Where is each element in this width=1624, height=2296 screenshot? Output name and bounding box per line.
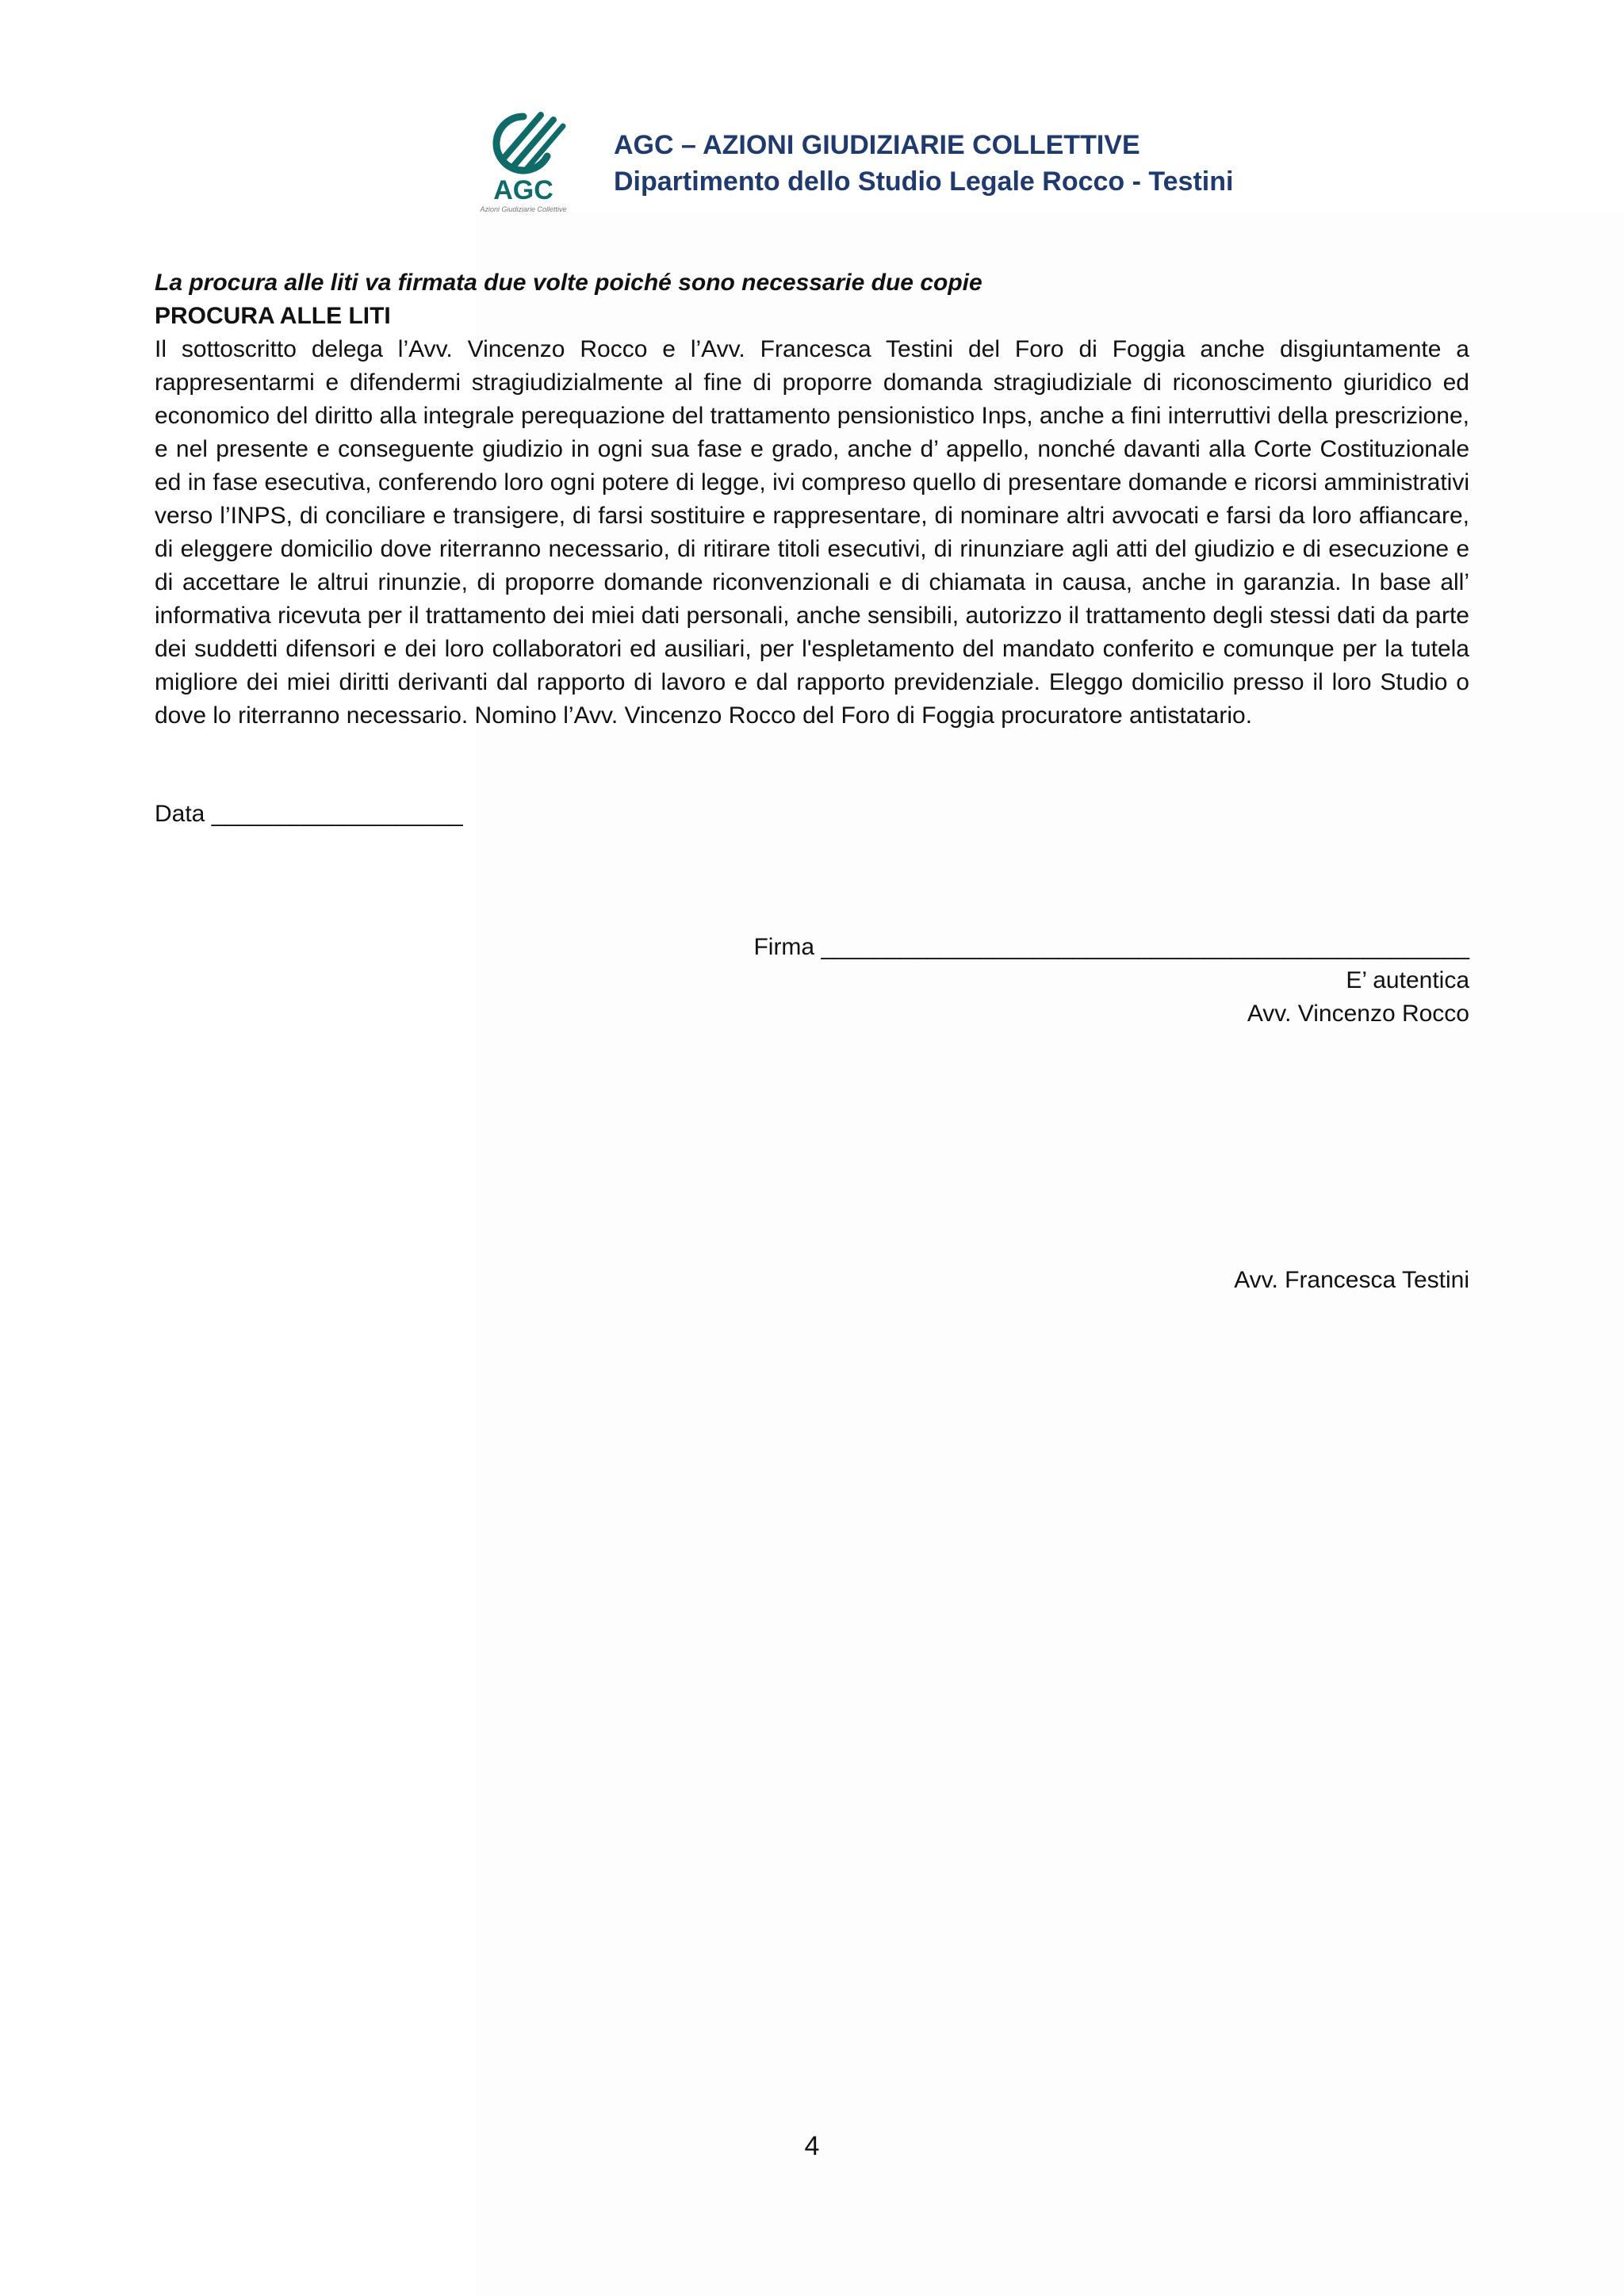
letterhead xyxy=(614,127,1233,200)
letterhead-title: AGC – AZIONI GIUDIZIARIE COLLETTIVE xyxy=(614,130,1140,160)
authentication-label: E’ autentica xyxy=(1346,967,1469,993)
svg-text:Azioni Giudiziarie Collettive: Azioni Giudiziarie Collettive xyxy=(480,205,567,213)
date-field: Data ___________________ xyxy=(155,801,463,827)
signature-line: Firma _________________________________________________ xyxy=(753,934,1469,960)
page-number: 4 xyxy=(804,2131,820,2161)
document-title: PROCURA ALLE LITI xyxy=(155,303,391,329)
lawyer-name-testini: Avv. Francesca Testini xyxy=(1234,1267,1469,1293)
svg-text:AGC: AGC xyxy=(493,175,553,205)
mandate-paragraph: Il sottoscritto delega l’Avv. Vincenzo Rocco e l’Avv. Francesca Testini del Foro di Foggia anche disgiuntamente a rappresentarmi e difendermi stragiudizialmente al fine di proporre domanda stragiudiziale di riconoscimento giuridico ed economico del diritto alla integrale perequazione del trattamento pensionistico Inps, anche a fini interruttivi della prescrizione, e nel presente e conseguente giudizio in ogni sua fase e grado, anche d’ appello, nonché davanti alla Corte Costituzionale ed in fase esecutiva, conferendo loro ogni potere di legge, ivi compreso quello di presentare domande e ricorsi amministrativi verso l’INPS, di conciliare e transigere, di farsi sostituire e rappresentare, di nominare altri avvocati e farsi da loro affiancare, di eleggere domicilio dove riterranno necessario, di ritirare titoli esecutivi, di rinunziare agli atti del giudizio e di esecuzione e di accettare le altrui rinunzie, di proporre domande riconvenzionali e di chiamata in causa, anche in garanzia. In base all’ informativa ricevuta per il trattamento dei miei dati personali, anche sensibili, autorizzo il trattamento degli stessi dati da parte dei suddetti difensori e dei loro collaboratori ed ausiliari, per l'espletamento del mandato conferito e comunque per la tutela migliore dei miei diritti derivanti dal rapporto di lavoro e dal rapporto previdenziale. Eleggo domicilio presso il loro Studio o dove lo riterranno necessario. Nomino l’Avv. Vincenzo Rocco del Foro di Foggia procuratore antistatario. xyxy=(155,336,1469,729)
signing-note: La procura alle liti va firmata due volte poiché sono necessarie due copie xyxy=(155,270,982,296)
agc-logo xyxy=(468,107,579,218)
letterhead-subtitle: Dipartimento dello Studio Legale Rocco - Testini xyxy=(614,166,1234,197)
lawyer-name-rocco: Avv. Vincenzo Rocco xyxy=(1247,1001,1469,1027)
